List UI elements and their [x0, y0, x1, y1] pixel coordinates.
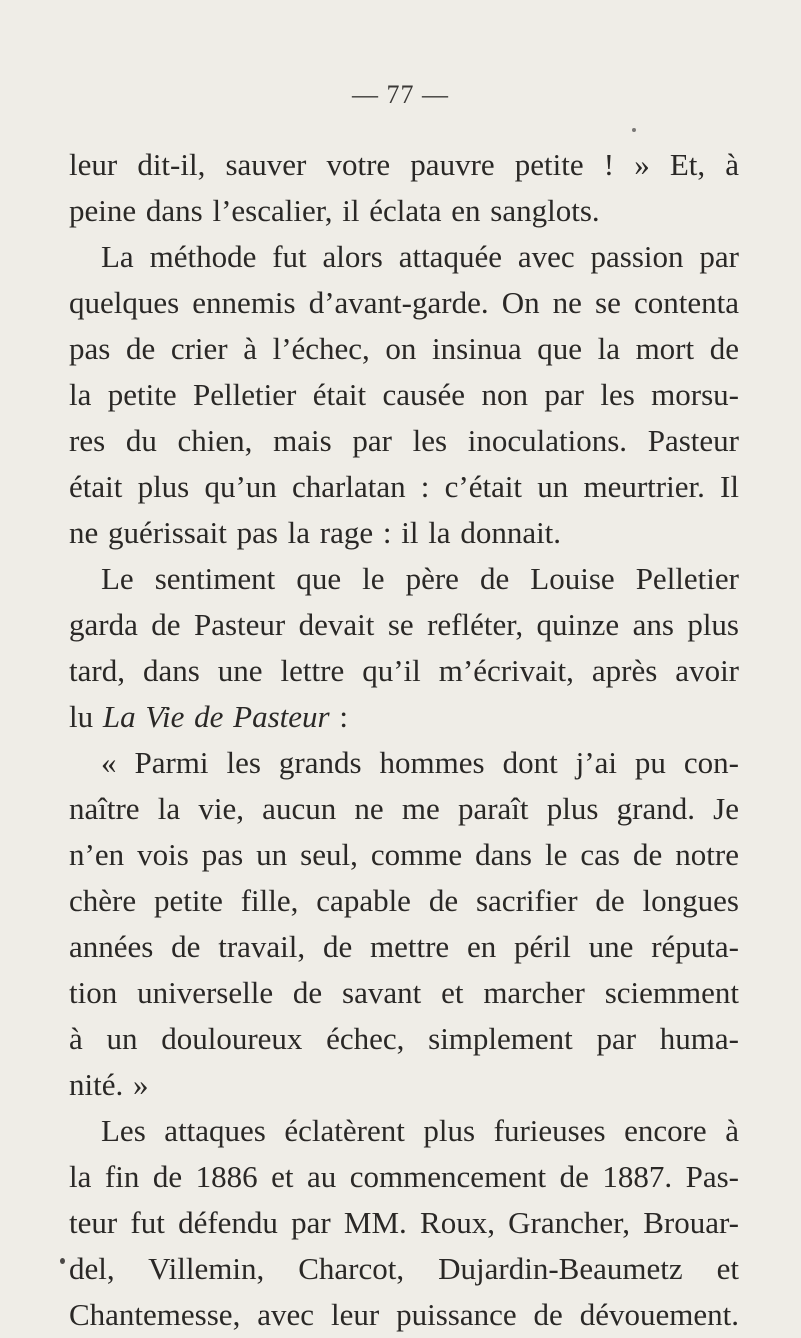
text-line: tard, dans une lettre qu’il m’écrivait, après avoir [69, 653, 739, 688]
text-line: chère petite fille, capable de sacrifier de longues [69, 883, 739, 918]
text-segment: lu [69, 699, 103, 734]
text-line: nité. » [69, 1067, 149, 1102]
text-line: était plus qu’un charlatan : c’était un meurtrier. Il [69, 469, 739, 504]
text-line: pas de crier à l’échec, on insinua que la mort de [69, 331, 739, 366]
text-line: res du chien, mais par les inoculations. Pasteur [69, 423, 739, 458]
text-line: ne guérissait pas la rage : il la donnait. [69, 515, 562, 550]
text-line: « Parmi les grands hommes dont j’ai pu con- [101, 745, 739, 780]
text-line-with-title [69, 694, 739, 740]
text-line: à un douloureux échec, simplement par huma- [69, 1021, 739, 1056]
page-number: — 77 — [352, 80, 449, 109]
text-line: la fin de 1886 et au commencement de 1887. Pas- [69, 1159, 739, 1194]
book-title: La Vie de Pasteur [102, 699, 330, 734]
text-segment: : [329, 699, 348, 734]
text-line: quelques ennemis d’avant-garde. On ne se contenta [69, 285, 739, 320]
body-text [69, 142, 739, 1338]
text-line: del, Villemin, Charcot, Dujardin-Beaumetz et [69, 1251, 739, 1286]
text-line: Le sentiment que le père de Louise Pelletier [101, 561, 739, 596]
text-line: Chantemesse, avec leur puissance de dévouement. [69, 1297, 739, 1332]
text-line: La méthode fut alors attaquée avec passion par [101, 239, 739, 274]
text-line: leur dit-il, sauver votre pauvre petite ! » Et, à [69, 147, 739, 182]
text-line: peine dans l’escalier, il éclata en sanglots. [69, 193, 600, 228]
text-line: garda de Pasteur devait se refléter, quinze ans plus [69, 607, 739, 642]
text-line: tion universelle de savant et marcher sciemment [69, 975, 739, 1010]
text-line: la petite Pelletier était causée non par les morsu- [69, 377, 739, 412]
text-line: naître la vie, aucun ne me paraît plus grand. Je [69, 791, 739, 826]
text-line: n’en vois pas un seul, comme dans le cas de notre [69, 837, 739, 872]
ink-speck [60, 1258, 65, 1264]
text-line: années de travail, de mettre en péril une réputa- [69, 929, 739, 964]
text-line: Les attaques éclatèrent plus furieuses encore à [101, 1113, 739, 1148]
text-line: teur fut défendu par MM. Roux, Grancher, Brouar- [69, 1205, 739, 1240]
ink-speck [632, 128, 636, 132]
